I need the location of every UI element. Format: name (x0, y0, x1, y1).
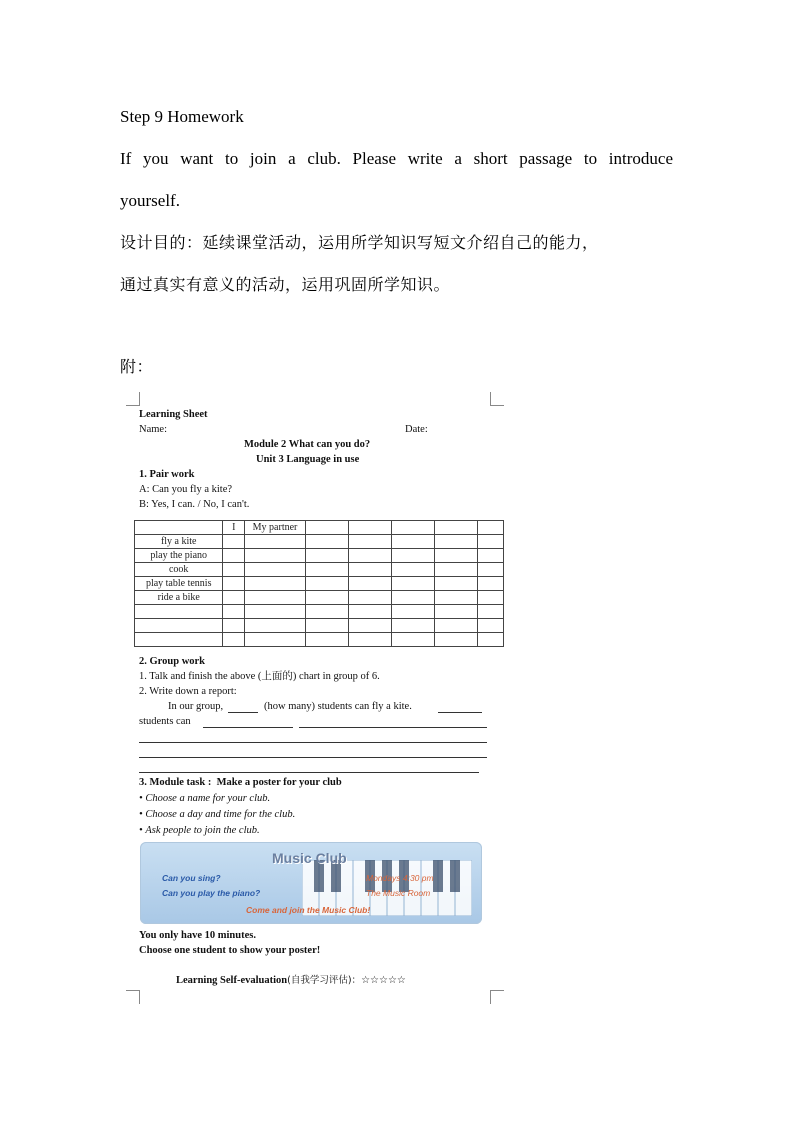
module-task-heading: 3. Module task : Make a poster for your club (139, 777, 342, 788)
blank-line (203, 727, 293, 728)
group-work-item1: 1. Talk and finish the above (上面的) chart in group of 6. (139, 671, 380, 682)
pair-work-heading: 1. Pair work (139, 469, 195, 480)
date-label: Date: (405, 424, 428, 435)
task-bullet: • Choose a name for your club. (139, 793, 271, 804)
task-bullet-text: Choose a name for your club. (145, 793, 271, 804)
name-label: Name: (139, 424, 167, 435)
table-row (135, 633, 504, 647)
table-row (135, 619, 504, 633)
poster-question-piano: Can you play the piano? (162, 888, 261, 898)
table-header-cell (477, 521, 503, 535)
task-bullet-text: Choose a day and time for the club. (145, 809, 296, 820)
task-bullet-text: Ask people to join the club. (145, 825, 260, 836)
appendix-label: 附： (120, 357, 154, 376)
corner-mark-tr (490, 392, 504, 406)
poster-time: Mondays 4:30 pm (366, 873, 434, 883)
table-row (135, 563, 504, 577)
pair-work-table (134, 520, 504, 647)
table-header-cell (135, 521, 223, 535)
table-activity-cell: ride a bike (135, 591, 223, 605)
table-header-cell (434, 521, 477, 535)
poster-title: Music Club (272, 850, 347, 866)
table-activity-cell (135, 633, 223, 647)
group-work-item2: 2. Write down a report: (139, 686, 237, 697)
table-row (135, 549, 504, 563)
table-activity-cell (135, 605, 223, 619)
design-purpose-line2: 通过真实有意义的活动，运用巩固所学知识。 (120, 275, 451, 294)
self-evaluation-label: Learning Self-evaluation (176, 975, 288, 986)
table-header-cell (391, 521, 434, 535)
poster-question-sing: Can you sing? (162, 873, 221, 883)
table-header-row (135, 521, 504, 535)
table-row (135, 535, 504, 549)
music-club-poster (140, 842, 482, 924)
writing-line (139, 772, 479, 773)
pair-work-line-a: A: Can you fly a kite? (139, 484, 233, 495)
design-purpose-line1: 设计目的：延续课堂活动，运用所学知识写短文介绍自己的能力， (120, 233, 599, 252)
report-line1-start: In our group, (168, 701, 224, 712)
corner-mark-tl (126, 392, 140, 406)
writing-line (139, 757, 487, 758)
table-activity-cell: play the piano (135, 549, 223, 563)
self-evaluation-cn-label: (自我学习评估)： (287, 975, 362, 986)
corner-mark-br (490, 990, 504, 1004)
table-activity-cell: play table tennis (135, 577, 223, 591)
table-header-cell (305, 521, 348, 535)
task-bullet: • Ask people to join the club. (139, 825, 260, 836)
unit-title: Unit 3 Language in use (256, 454, 360, 465)
table-header-cell: My partner (245, 521, 306, 535)
footer-time-note: You only have 10 minutes. (139, 930, 256, 941)
blank-line (438, 712, 482, 713)
group-work-heading: 2. Group work (139, 656, 206, 667)
corner-mark-bl (126, 990, 140, 1004)
homework-paragraph-line2: yourself. (120, 191, 180, 210)
table-row (135, 605, 504, 619)
homework-heading: Step 9 Homework (120, 107, 244, 126)
star-rating: ☆☆☆☆☆ (361, 975, 406, 986)
sheet-title: Learning Sheet (139, 409, 208, 420)
report-line1-end: (how many) students can fly a kite. (264, 701, 412, 712)
table-header-cell (348, 521, 391, 535)
poster-slogan: Come and join the Music Club! (246, 905, 371, 915)
homework-paragraph-line1: If you want to join a club. Please write a short passage to introduce (120, 149, 673, 168)
table-activity-cell: cook (135, 563, 223, 577)
task-bullet: • Choose a day and time for the club. (139, 809, 296, 820)
table-row (135, 591, 504, 605)
learning-sheet-image (126, 392, 504, 1004)
report-line2-start: students can (139, 716, 191, 727)
poster-place: The Music Room (366, 888, 431, 898)
table-row (135, 577, 504, 591)
pair-work-line-b: B: Yes, I can. / No, I can't. (139, 499, 250, 510)
table-activity-cell: fly a kite (135, 535, 223, 549)
self-evaluation (176, 975, 406, 987)
writing-line (139, 742, 487, 743)
table-header-cell: I (223, 521, 245, 535)
footer-show-poster: Choose one student to show your poster! (139, 945, 321, 956)
table-activity-cell (135, 619, 223, 633)
blank-line (299, 727, 487, 728)
module-title: Module 2 What can you do? (244, 439, 371, 450)
blank-line (228, 712, 258, 713)
